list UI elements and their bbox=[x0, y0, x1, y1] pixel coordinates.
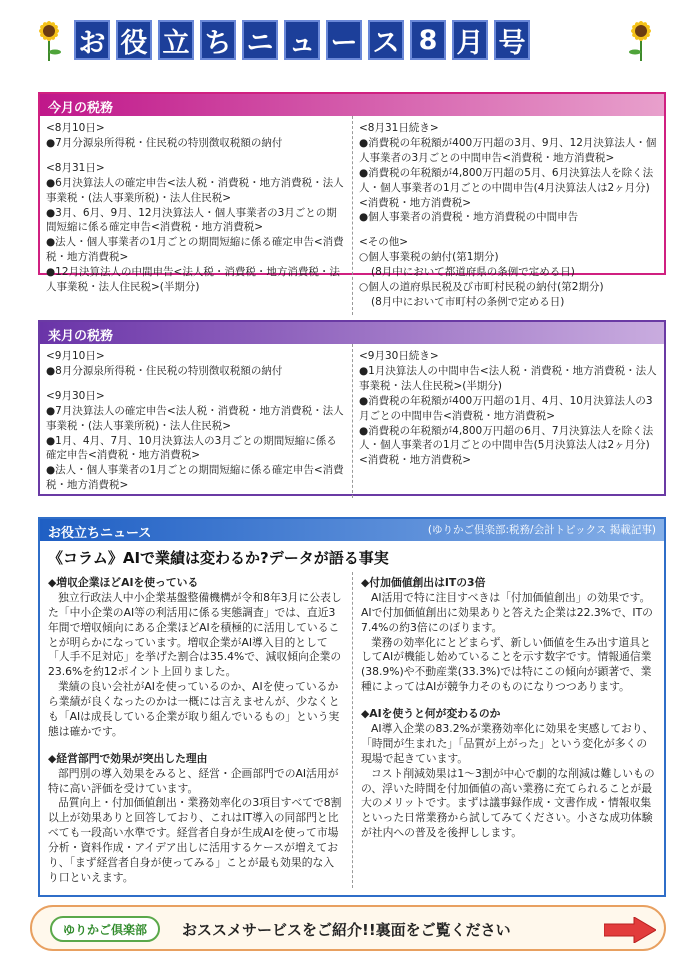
arrow-right-icon bbox=[604, 917, 656, 943]
schedule-line: ●消費税の年税額が4,800万円超の6月、7月決算法人を除く法人・個人事業者の1月ごとの中間申告(5月決算法人は2ヶ月分)<消費税・地方消費税> bbox=[359, 424, 654, 467]
news-right-column bbox=[352, 572, 664, 888]
schedule-line: ●3月、6月、9月、12月決算法人・個人事業者の3月ごとの期間短縮に係る確定申告<消費税・地方消費税> bbox=[46, 206, 337, 234]
news-paragraph: コスト削減効果は1〜3割が中心で劇的な削減は難しいものの、浮いた時間を付加価値の高い業務に充てられることが最大のメリットです。まずは議事録作成・文書作成・情報収集といった日常業務から試してみてください。小さな成功体験が社内への普及を後押しします。 bbox=[361, 766, 655, 840]
sunflower-icon bbox=[28, 14, 70, 62]
schedule-line: ●法人・個人事業者の1月ごとの期間短縮に係る確定申告<消費税・地方消費税> bbox=[46, 236, 344, 264]
news-heading: ◆付加価値創出はITの3倍 bbox=[361, 576, 486, 589]
schedule-line: ○個人の道府県民税及び市町村民税の納付(第2期分) bbox=[359, 281, 604, 294]
schedule-line: ●8月分源泉所得税・住民税の特別徴収税額の納付 bbox=[46, 364, 283, 377]
title-char: ュ bbox=[284, 20, 320, 60]
news-left-column bbox=[40, 572, 352, 888]
title-char: ス bbox=[368, 20, 404, 60]
news-paragraph: AI活用で特に注目すべきは「付加価値創出」の効果です。AIで付加価値創出に効果ありと答えた企業は22.3%で、ITの7.4%の約3倍にのぼります。 bbox=[361, 590, 653, 634]
this-month-tax-box bbox=[38, 92, 666, 308]
next-month-left-column bbox=[40, 344, 352, 498]
schedule-line: ●個人事業者の消費税・地方消費税の中間申告 bbox=[359, 211, 579, 224]
sunflower-icon bbox=[620, 14, 662, 62]
title-char: ニ bbox=[242, 20, 278, 60]
schedule-line: ○個人事業税の納付(第1期分) bbox=[359, 251, 499, 264]
schedule-line: <その他> bbox=[359, 236, 409, 249]
news-paragraph: AI導入企業の83.2%が業務効率化に効果を実感しており、「時間が生まれた」「品質が上がった」という変化が多くの現場で起きています。 bbox=[361, 722, 654, 765]
title-char: ち bbox=[200, 20, 236, 60]
page-header bbox=[0, 0, 680, 84]
next-month-tax-title: 来月の税務 bbox=[40, 322, 664, 344]
title-char: 役 bbox=[116, 20, 152, 60]
schedule-line: <9月10日> bbox=[46, 350, 105, 362]
next-month-tax-box bbox=[38, 320, 666, 496]
this-month-left-column bbox=[40, 116, 352, 315]
column-title: 《コラム》AIで業績は変わるか?データが語る事実 bbox=[48, 549, 389, 567]
schedule-line: <9月30日> bbox=[46, 389, 105, 402]
title-char: 立 bbox=[158, 20, 194, 60]
yurikago-club-logo: ゆりかご倶楽部 bbox=[50, 916, 160, 942]
schedule-line: ●消費税の年税額が400万円超の3月、9月、12月決算法人・個人事業者の3月ごとの中間申告<消費税・地方消費税> bbox=[359, 136, 657, 164]
schedule-line: <9月30日続き> bbox=[359, 350, 439, 362]
schedule-line: <8月31日> bbox=[46, 161, 105, 174]
schedule-line: ●消費税の年税額が400万円超の1月、4月、10月決算法人の3月ごとの中間申告<消費税・地方消費税> bbox=[359, 394, 653, 422]
news-paragraph: 独立行政法人中小企業基盤整備機構が令和8年3月に公表した「中小企業のAI等の利活用に係る実態調査」では、直近3年間で増収傾向にある企業ほどAIを積極的に活用していることが明らかになっています。増収企業がAI導入目的として「人手不足対応」を挙げた割合は35.4%で、減収傾向企業の23.6%を約12ポイント上回りました。 bbox=[48, 590, 342, 679]
title-char: ー bbox=[326, 20, 362, 60]
schedule-line: ●消費税の年税額が4,800万円超の5月、6月決算法人を除く法人・個人事業者の1月ごとの中間申告(4月決算法人は2ヶ月分)<消費税・地方消費税> bbox=[359, 166, 654, 209]
news-box bbox=[38, 517, 666, 897]
news-heading: ◆経営部門で効果が突出した理由 bbox=[48, 751, 208, 765]
schedule-line: ●6月決算法人の確定申告<法人税・消費税・地方消費税・法人事業税・(法人事業所税)・法人住民税> bbox=[46, 176, 344, 204]
news-paragraph: 業務の効率化にとどまらず、新しい価値を生み出す道具としてAIが機能し始めていることを示す数字です。情報通信業(38.9%)や不動産業(33.3%)では特にこの傾向が顕著で、業種によってはAIが競争力そのものになりつつあります。 bbox=[361, 635, 652, 694]
schedule-line: <8月10日> bbox=[46, 122, 105, 134]
schedule-line: ●7月分源泉所得税・住民税の特別徴収税額の納付 bbox=[46, 136, 283, 149]
next-month-right-column bbox=[352, 344, 664, 498]
this-month-right-column bbox=[352, 116, 664, 315]
schedule-line: ●1月、4月、7月、10月決算法人の3月ごとの期間短縮に係る確定申告<消費税・地方消費税> bbox=[46, 434, 337, 462]
schedule-line: ●12月決算法人の中間申告<法人税・消費税・地方消費税・法人事業税・法人住民税>(半期分) bbox=[46, 266, 340, 294]
news-paragraph: 部門別の導入効果をみると、経営・企画部門でのAI活用が特に高い評価を受けています。 bbox=[48, 766, 339, 795]
page-title bbox=[74, 20, 530, 60]
news-paragraph: 業績の良い会社がAIを使っているのか、AIを使っているから業績が良くなったのかは一概には言えませんが、少なくとも「AIは成長している企業が取り組んでいるもの」という実態は確かです。 bbox=[48, 680, 340, 738]
title-char: 月 bbox=[452, 20, 488, 60]
schedule-line: ●1月決算法人の中間申告<法人税・消費税・地方消費税・法人事業税・法人住民税>(半期分) bbox=[359, 364, 657, 392]
schedule-line: (8月中において都道府県の条例で定める日) bbox=[371, 266, 575, 279]
service-banner[interactable] bbox=[30, 905, 666, 951]
title-char: 8 bbox=[410, 20, 446, 60]
news-paragraph: 品質向上・付加価値創出・業務効率化の3項目すべてで8割以上が効果ありと回答しており、これはIT導入の同部門と比べても一段高い水準です。経営者自身が生成AIを使って市場分析・資料作成・アイデア出しに活用するケースが増えており、「まず経営者自身が使ってみる」ことが最も効果的な入り口といえます。 bbox=[48, 796, 342, 884]
schedule-line: <8月31日続き> bbox=[359, 122, 439, 134]
banner-text: おススメサービスをご紹介!!裏面をご覧ください bbox=[182, 921, 511, 939]
schedule-line: (8月中において市町村の条例で定める日) bbox=[371, 295, 565, 308]
title-char: 号 bbox=[494, 20, 530, 60]
schedule-line: ●7月決算法人の確定申告<法人税・消費税・地方消費税・法人事業税・(法人事業所税)・法人住民税> bbox=[46, 404, 344, 432]
news-heading: ◆AIを使うと何が変わるのか bbox=[361, 707, 501, 721]
news-title: お役立ちニュース bbox=[48, 526, 152, 541]
news-heading: ◆増収企業ほどAIを使っている bbox=[48, 576, 199, 589]
title-char: お bbox=[74, 20, 110, 60]
this-month-tax-title: 今月の税務 bbox=[40, 94, 664, 116]
schedule-line: ●法人・個人事業者の1月ごとの期間短縮に係る確定申告<消費税・地方消費税> bbox=[46, 464, 344, 492]
news-source: (ゆりかご倶楽部:税務/会計トピックス 掲載記事) bbox=[427, 524, 656, 536]
